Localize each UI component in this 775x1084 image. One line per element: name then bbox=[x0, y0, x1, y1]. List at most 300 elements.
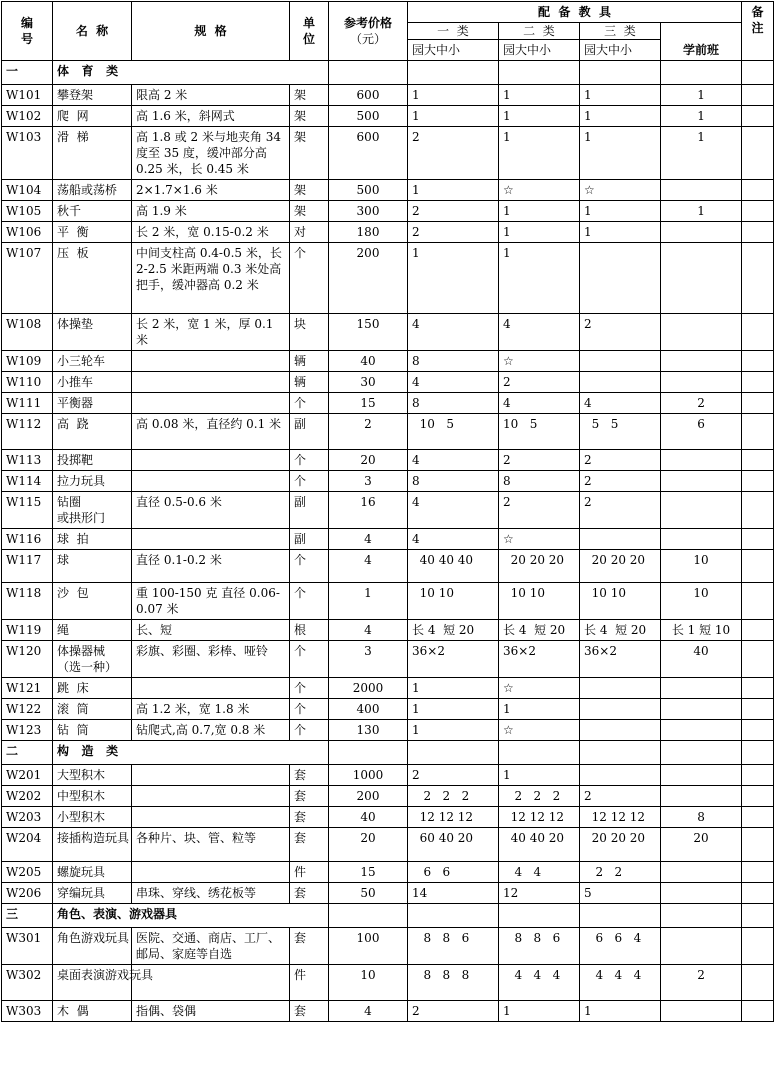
item-price: 180 bbox=[329, 222, 408, 243]
alloc-class-2: 10 10 bbox=[499, 583, 580, 620]
alloc-class-2: 40 40 20 bbox=[499, 828, 580, 862]
alloc-class-2: 36×2 bbox=[499, 641, 580, 678]
item-spec: 钻爬式,高 0.7,宽 0.8 米 bbox=[132, 720, 290, 741]
empty-cell bbox=[580, 741, 661, 765]
alloc-class-1: 2 2 2 bbox=[408, 786, 499, 807]
empty-cell bbox=[499, 741, 580, 765]
item-unit: 套 bbox=[290, 928, 329, 965]
item-spec bbox=[132, 529, 290, 550]
header-remark: 备 注 bbox=[742, 2, 774, 61]
item-remark bbox=[742, 492, 774, 529]
item-id: W103 bbox=[2, 127, 53, 180]
empty-cell bbox=[742, 904, 774, 928]
item-unit: 辆 bbox=[290, 351, 329, 372]
alloc-class-1: 6 6 bbox=[408, 862, 499, 883]
alloc-preschool bbox=[661, 928, 742, 965]
item-price: 4 bbox=[329, 1001, 408, 1022]
item-id: W118 bbox=[2, 583, 53, 620]
table-row bbox=[2, 201, 774, 222]
item-id: W117 bbox=[2, 550, 53, 583]
item-unit: 个 bbox=[290, 450, 329, 471]
item-price: 20 bbox=[329, 828, 408, 862]
alloc-class-1: 2 bbox=[408, 1001, 499, 1022]
item-price: 3 bbox=[329, 471, 408, 492]
alloc-preschool: 2 bbox=[661, 965, 742, 1001]
table-row bbox=[2, 965, 774, 1001]
alloc-class-1: 2 bbox=[408, 765, 499, 786]
alloc-class-1: 2 bbox=[408, 201, 499, 222]
item-price: 2000 bbox=[329, 678, 408, 699]
alloc-class-3 bbox=[580, 243, 661, 314]
item-unit: 个 bbox=[290, 641, 329, 678]
item-id: W203 bbox=[2, 807, 53, 828]
table-row bbox=[2, 550, 774, 583]
item-price: 1000 bbox=[329, 765, 408, 786]
item-id: W115 bbox=[2, 492, 53, 529]
item-remark bbox=[742, 243, 774, 314]
alloc-class-3: ☆ bbox=[580, 180, 661, 201]
item-id: W302 bbox=[2, 965, 53, 1001]
item-spec bbox=[132, 765, 290, 786]
item-spec bbox=[132, 393, 290, 414]
table-row bbox=[2, 699, 774, 720]
alloc-class-1: 1 bbox=[408, 678, 499, 699]
item-price: 4 bbox=[329, 620, 408, 641]
item-price: 15 bbox=[329, 862, 408, 883]
alloc-class-2: ☆ bbox=[499, 529, 580, 550]
item-spec bbox=[132, 471, 290, 492]
alloc-preschool: 1 bbox=[661, 85, 742, 106]
item-name: 体操器械 （选一种） bbox=[53, 641, 132, 678]
alloc-class-1: 1 bbox=[408, 180, 499, 201]
alloc-preschool: 8 bbox=[661, 807, 742, 828]
item-remark bbox=[742, 807, 774, 828]
item-remark bbox=[742, 786, 774, 807]
table-row bbox=[2, 862, 774, 883]
alloc-class-1: 10 10 bbox=[408, 583, 499, 620]
alloc-class-1: 1 bbox=[408, 85, 499, 106]
item-id: W114 bbox=[2, 471, 53, 492]
header-spec: 规 格 bbox=[132, 2, 290, 61]
alloc-preschool bbox=[661, 786, 742, 807]
table-row bbox=[2, 393, 774, 414]
section-title: 体 育 类 bbox=[53, 61, 329, 85]
item-spec: 高 1.9 米 bbox=[132, 201, 290, 222]
item-price: 3 bbox=[329, 641, 408, 678]
empty-cell bbox=[580, 904, 661, 928]
alloc-preschool bbox=[661, 529, 742, 550]
empty-cell bbox=[742, 741, 774, 765]
item-remark bbox=[742, 862, 774, 883]
table-row bbox=[2, 471, 774, 492]
item-unit: 架 bbox=[290, 201, 329, 222]
alloc-preschool: 长 1 短 10 bbox=[661, 620, 742, 641]
alloc-class-2: 1 bbox=[499, 243, 580, 314]
alloc-preschool bbox=[661, 699, 742, 720]
item-remark bbox=[742, 393, 774, 414]
table-row bbox=[2, 127, 774, 180]
table-row bbox=[2, 765, 774, 786]
item-name: 中型积木 bbox=[53, 786, 132, 807]
item-unit: 套 bbox=[290, 765, 329, 786]
item-unit: 根 bbox=[290, 620, 329, 641]
item-unit: 套 bbox=[290, 828, 329, 862]
alloc-class-1: 40 40 40 bbox=[408, 550, 499, 583]
alloc-class-3 bbox=[580, 720, 661, 741]
item-price: 300 bbox=[329, 201, 408, 222]
item-name: 沙 包 bbox=[53, 583, 132, 620]
alloc-preschool bbox=[661, 471, 742, 492]
empty-cell bbox=[408, 61, 499, 85]
item-remark bbox=[742, 85, 774, 106]
table-row bbox=[2, 807, 774, 828]
item-name: 攀登架 bbox=[53, 85, 132, 106]
item-price: 200 bbox=[329, 786, 408, 807]
item-name: 滑 梯 bbox=[53, 127, 132, 180]
item-spec: 限高 2 米 bbox=[132, 85, 290, 106]
item-price: 600 bbox=[329, 127, 408, 180]
item-spec: 高 1.2 米，宽 1.8 米 bbox=[132, 699, 290, 720]
header-sub-2: 园大中小 bbox=[499, 40, 580, 61]
item-remark bbox=[742, 641, 774, 678]
alloc-class-3: 长 4 短 20 bbox=[580, 620, 661, 641]
header-class-2: 二 类 bbox=[499, 23, 580, 40]
table-row bbox=[2, 85, 774, 106]
item-unit: 个 bbox=[290, 699, 329, 720]
alloc-class-3: 1 bbox=[580, 127, 661, 180]
alloc-class-2: 1 bbox=[499, 699, 580, 720]
item-name: 钻 筒 bbox=[53, 720, 132, 741]
item-price: 50 bbox=[329, 883, 408, 904]
item-price: 40 bbox=[329, 351, 408, 372]
table-row bbox=[2, 450, 774, 471]
item-unit: 套 bbox=[290, 1001, 329, 1022]
alloc-class-3: 4 bbox=[580, 393, 661, 414]
item-unit: 套 bbox=[290, 807, 329, 828]
item-spec bbox=[132, 450, 290, 471]
item-spec bbox=[132, 786, 290, 807]
item-id: W110 bbox=[2, 372, 53, 393]
table-row bbox=[2, 786, 774, 807]
table-row bbox=[2, 641, 774, 678]
item-spec bbox=[132, 351, 290, 372]
item-id: W301 bbox=[2, 928, 53, 965]
table-row bbox=[2, 243, 774, 314]
alloc-preschool: 2 bbox=[661, 393, 742, 414]
alloc-class-1: 2 bbox=[408, 127, 499, 180]
item-remark bbox=[742, 127, 774, 180]
item-price: 150 bbox=[329, 314, 408, 351]
alloc-class-2: 1 bbox=[499, 106, 580, 127]
alloc-class-1: 1 bbox=[408, 106, 499, 127]
alloc-class-1: 1 bbox=[408, 243, 499, 314]
alloc-class-2: ☆ bbox=[499, 180, 580, 201]
alloc-preschool bbox=[661, 372, 742, 393]
item-unit: 辆 bbox=[290, 372, 329, 393]
item-name: 球 bbox=[53, 550, 132, 583]
section-title: 角色、表演、游戏器具 bbox=[53, 904, 329, 928]
alloc-class-3: 12 12 12 bbox=[580, 807, 661, 828]
item-remark bbox=[742, 314, 774, 351]
item-name: 球 拍 bbox=[53, 529, 132, 550]
alloc-preschool bbox=[661, 1001, 742, 1022]
item-name: 体操垫 bbox=[53, 314, 132, 351]
item-unit: 套 bbox=[290, 786, 329, 807]
alloc-class-2: 4 bbox=[499, 393, 580, 414]
item-unit: 个 bbox=[290, 720, 329, 741]
alloc-preschool bbox=[661, 678, 742, 699]
item-price: 500 bbox=[329, 180, 408, 201]
empty-cell bbox=[408, 741, 499, 765]
table-row bbox=[2, 828, 774, 862]
alloc-class-1: 4 bbox=[408, 314, 499, 351]
item-name: 木 偶 bbox=[53, 1001, 132, 1022]
alloc-class-3: 2 bbox=[580, 450, 661, 471]
item-id: W205 bbox=[2, 862, 53, 883]
item-name: 拉力玩具 bbox=[53, 471, 132, 492]
item-spec: 各种片、块、管、粒等 bbox=[132, 828, 290, 862]
item-id: W206 bbox=[2, 883, 53, 904]
item-name: 小推车 bbox=[53, 372, 132, 393]
table-row bbox=[2, 372, 774, 393]
item-remark bbox=[742, 414, 774, 450]
item-price: 4 bbox=[329, 529, 408, 550]
alloc-class-2: 4 4 4 bbox=[499, 965, 580, 1001]
alloc-class-2: 1 bbox=[499, 222, 580, 243]
item-name: 绳 bbox=[53, 620, 132, 641]
item-name: 压 板 bbox=[53, 243, 132, 314]
item-id: W108 bbox=[2, 314, 53, 351]
alloc-class-1: 36×2 bbox=[408, 641, 499, 678]
table-row bbox=[2, 620, 774, 641]
empty-cell bbox=[408, 904, 499, 928]
alloc-preschool: 1 bbox=[661, 127, 742, 180]
header-class-1: 一 类 bbox=[408, 23, 499, 40]
item-remark bbox=[742, 529, 774, 550]
alloc-class-2: ☆ bbox=[499, 351, 580, 372]
item-spec bbox=[132, 862, 290, 883]
alloc-class-1: 4 bbox=[408, 450, 499, 471]
alloc-preschool bbox=[661, 492, 742, 529]
alloc-class-2: ☆ bbox=[499, 720, 580, 741]
table-row bbox=[2, 414, 774, 450]
empty-cell bbox=[329, 61, 408, 85]
item-unit: 个 bbox=[290, 550, 329, 583]
alloc-class-2: 2 bbox=[499, 450, 580, 471]
section-number: 一 bbox=[2, 61, 53, 85]
alloc-class-3: 2 bbox=[580, 786, 661, 807]
alloc-class-1: 8 8 6 bbox=[408, 928, 499, 965]
item-spec: 高 0.08 米，直径约 0.1 米 bbox=[132, 414, 290, 450]
item-price: 30 bbox=[329, 372, 408, 393]
item-id: W122 bbox=[2, 699, 53, 720]
item-unit: 个 bbox=[290, 471, 329, 492]
item-price: 4 bbox=[329, 550, 408, 583]
alloc-class-3: 4 4 4 bbox=[580, 965, 661, 1001]
item-spec: 直径 0.5-0.6 米 bbox=[132, 492, 290, 529]
alloc-class-3 bbox=[580, 529, 661, 550]
alloc-class-1: 4 bbox=[408, 372, 499, 393]
alloc-preschool: 40 bbox=[661, 641, 742, 678]
item-name: 钻圈 或拱形门 bbox=[53, 492, 132, 529]
alloc-class-3 bbox=[580, 351, 661, 372]
item-name: 穿编玩具 bbox=[53, 883, 132, 904]
item-spec: 医院、交通、商店、工厂、邮局、家庭等自选 bbox=[132, 928, 290, 965]
empty-cell bbox=[329, 741, 408, 765]
item-name: 跳 床 bbox=[53, 678, 132, 699]
empty-cell bbox=[580, 61, 661, 85]
item-id: W112 bbox=[2, 414, 53, 450]
alloc-class-2: 1 bbox=[499, 201, 580, 222]
item-remark bbox=[742, 828, 774, 862]
item-spec: 彩旗、彩圈、彩棒、哑铃 bbox=[132, 641, 290, 678]
alloc-preschool bbox=[661, 765, 742, 786]
alloc-class-2: 10 5 bbox=[499, 414, 580, 450]
empty-cell bbox=[661, 904, 742, 928]
item-remark bbox=[742, 765, 774, 786]
alloc-class-1: 1 bbox=[408, 699, 499, 720]
section-number: 三 bbox=[2, 904, 53, 928]
table-row bbox=[2, 314, 774, 351]
item-unit: 个 bbox=[290, 393, 329, 414]
item-unit: 架 bbox=[290, 180, 329, 201]
item-remark bbox=[742, 928, 774, 965]
empty-cell bbox=[742, 61, 774, 85]
item-id: W120 bbox=[2, 641, 53, 678]
item-spec: 高 1.6 米，斜网式 bbox=[132, 106, 290, 127]
item-name: 接插构造玩具 bbox=[53, 828, 132, 862]
header-name: 名 称 bbox=[53, 2, 132, 61]
alloc-class-3: 10 10 bbox=[580, 583, 661, 620]
item-unit: 个 bbox=[290, 583, 329, 620]
item-unit: 架 bbox=[290, 106, 329, 127]
item-id: W121 bbox=[2, 678, 53, 699]
alloc-class-2: 长 4 短 20 bbox=[499, 620, 580, 641]
alloc-class-2: 1 bbox=[499, 85, 580, 106]
item-unit: 对 bbox=[290, 222, 329, 243]
item-id: W106 bbox=[2, 222, 53, 243]
alloc-class-3: 1 bbox=[580, 85, 661, 106]
alloc-class-1: 8 8 8 bbox=[408, 965, 499, 1001]
alloc-class-3: 2 bbox=[580, 314, 661, 351]
item-price: 600 bbox=[329, 85, 408, 106]
item-id: W119 bbox=[2, 620, 53, 641]
alloc-class-3: 1 bbox=[580, 1001, 661, 1022]
item-spec: 2×1.7×1.6 米 bbox=[132, 180, 290, 201]
alloc-class-3: 20 20 20 bbox=[580, 828, 661, 862]
alloc-class-3: 2 bbox=[580, 471, 661, 492]
item-name: 爬 网 bbox=[53, 106, 132, 127]
alloc-class-1: 1 bbox=[408, 720, 499, 741]
item-spec: 长、短 bbox=[132, 620, 290, 641]
header-price-unit: （元） bbox=[349, 32, 386, 46]
item-spec: 长 2 米，宽 0.15-0.2 米 bbox=[132, 222, 290, 243]
section-title: 构 造 类 bbox=[53, 741, 329, 765]
item-unit: 架 bbox=[290, 85, 329, 106]
alloc-class-2: ☆ bbox=[499, 678, 580, 699]
table-row bbox=[2, 492, 774, 529]
item-spec bbox=[132, 372, 290, 393]
alloc-class-1: 8 bbox=[408, 351, 499, 372]
alloc-class-3: 2 bbox=[580, 492, 661, 529]
alloc-class-1: 14 bbox=[408, 883, 499, 904]
item-name: 平衡器 bbox=[53, 393, 132, 414]
item-name: 平 衡 bbox=[53, 222, 132, 243]
item-spec: 指偶、袋偶 bbox=[132, 1001, 290, 1022]
item-name: 滚 筒 bbox=[53, 699, 132, 720]
section-number: 二 bbox=[2, 741, 53, 765]
item-unit: 套 bbox=[290, 883, 329, 904]
item-price: 16 bbox=[329, 492, 408, 529]
item-remark bbox=[742, 1001, 774, 1022]
header-sub-1: 园大中小 bbox=[408, 40, 499, 61]
item-remark bbox=[742, 678, 774, 699]
item-price: 1 bbox=[329, 583, 408, 620]
item-id: W204 bbox=[2, 828, 53, 862]
empty-cell bbox=[499, 61, 580, 85]
item-name: 小型积木 bbox=[53, 807, 132, 828]
item-remark bbox=[742, 699, 774, 720]
header-id: 编 号 bbox=[2, 2, 53, 61]
alloc-preschool bbox=[661, 180, 742, 201]
item-unit: 副 bbox=[290, 414, 329, 450]
item-spec bbox=[132, 965, 290, 1001]
item-price: 500 bbox=[329, 106, 408, 127]
table-row bbox=[2, 351, 774, 372]
item-name: 桌面表演游戏玩具 bbox=[53, 965, 132, 1001]
item-id: W111 bbox=[2, 393, 53, 414]
alloc-class-3: 5 bbox=[580, 883, 661, 904]
alloc-class-1: 10 5 bbox=[408, 414, 499, 450]
alloc-class-3 bbox=[580, 765, 661, 786]
equipment-table bbox=[1, 1, 774, 1022]
item-id: W105 bbox=[2, 201, 53, 222]
alloc-class-2: 12 bbox=[499, 883, 580, 904]
empty-cell bbox=[661, 61, 742, 85]
item-price: 40 bbox=[329, 807, 408, 828]
header-price-label: 参考价格 bbox=[343, 16, 392, 30]
item-price: 100 bbox=[329, 928, 408, 965]
alloc-preschool: 10 bbox=[661, 550, 742, 583]
alloc-class-3: 1 bbox=[580, 222, 661, 243]
item-unit: 块 bbox=[290, 314, 329, 351]
alloc-class-2: 12 12 12 bbox=[499, 807, 580, 828]
alloc-class-3: 36×2 bbox=[580, 641, 661, 678]
alloc-class-3: 1 bbox=[580, 201, 661, 222]
section-row bbox=[2, 741, 774, 765]
item-remark bbox=[742, 620, 774, 641]
alloc-preschool bbox=[661, 883, 742, 904]
item-remark bbox=[742, 351, 774, 372]
item-id: W201 bbox=[2, 765, 53, 786]
item-price: 10 bbox=[329, 965, 408, 1001]
item-spec: 中间支柱高 0.4-0.5 米，长 2-2.5 米距两端 0.3 米处高把手，缓冲器高 0.2 米 bbox=[132, 243, 290, 314]
item-id: W116 bbox=[2, 529, 53, 550]
item-spec: 长 2 米，宽 1 米，厚 0.1 米 bbox=[132, 314, 290, 351]
item-name: 荡船或荡桥 bbox=[53, 180, 132, 201]
header-unit: 单 位 bbox=[290, 2, 329, 61]
item-id: W303 bbox=[2, 1001, 53, 1022]
empty-cell bbox=[499, 904, 580, 928]
empty-cell bbox=[329, 904, 408, 928]
item-remark bbox=[742, 450, 774, 471]
alloc-class-1: 60 40 20 bbox=[408, 828, 499, 862]
item-id: W104 bbox=[2, 180, 53, 201]
item-unit: 副 bbox=[290, 492, 329, 529]
alloc-preschool bbox=[661, 720, 742, 741]
alloc-class-3: 5 5 bbox=[580, 414, 661, 450]
alloc-preschool bbox=[661, 862, 742, 883]
